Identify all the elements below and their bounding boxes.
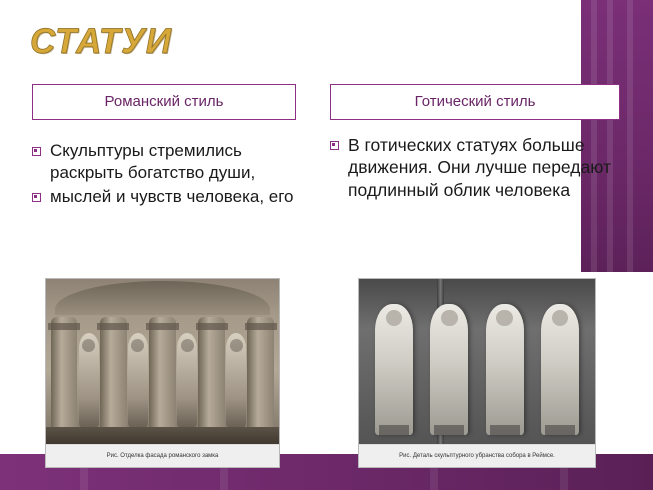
bullet-marker-icon (32, 147, 46, 158)
list-item-text: Скульптуры стремились раскрыть богатство души, (50, 141, 256, 182)
pillar (247, 317, 274, 427)
statue-row (366, 283, 588, 435)
image-caption: Рис. Отделка фасада романского замка (46, 444, 279, 467)
list-item (330, 134, 622, 201)
arch-shape (55, 281, 269, 315)
plinth (46, 427, 279, 445)
list-item (32, 140, 310, 184)
pillar (100, 317, 127, 427)
statue-figure (128, 333, 148, 427)
bullet-list-romanesque (32, 140, 310, 209)
statue-figure (226, 333, 246, 427)
column-header-romanesque: Романский стиль (32, 84, 296, 120)
gothic-statues-illustration (359, 279, 595, 445)
list-item (32, 186, 310, 208)
pillar (198, 317, 225, 427)
statue-figure (375, 304, 413, 435)
page-title: СТАТУИ (30, 22, 172, 61)
bullet-marker-icon (330, 141, 344, 152)
image-romanesque-facade (45, 278, 280, 468)
list-item-text: мыслей и чувств человека, его (50, 186, 294, 206)
list-item-text: В готических статуях больше движения. Они лучше передают подлинный облик человека (348, 135, 611, 200)
band-stripe (627, 0, 633, 272)
statue-figure (430, 304, 468, 435)
statue-figure (177, 333, 197, 427)
statue-figure (486, 304, 524, 435)
column-header-gothic: Готический стиль (330, 84, 620, 120)
pillar (149, 317, 176, 427)
image-caption: Рис. Деталь скульптурного убранства собора в Реймсе. (359, 444, 595, 467)
statue-figure (541, 304, 579, 435)
bullet-list-gothic (330, 134, 622, 203)
image-gothic-statues (358, 278, 596, 468)
bullet-marker-icon (32, 193, 46, 204)
column-group (51, 317, 275, 427)
statue-figure (79, 333, 99, 427)
pillar (51, 317, 78, 427)
romanesque-facade-illustration (46, 279, 279, 445)
